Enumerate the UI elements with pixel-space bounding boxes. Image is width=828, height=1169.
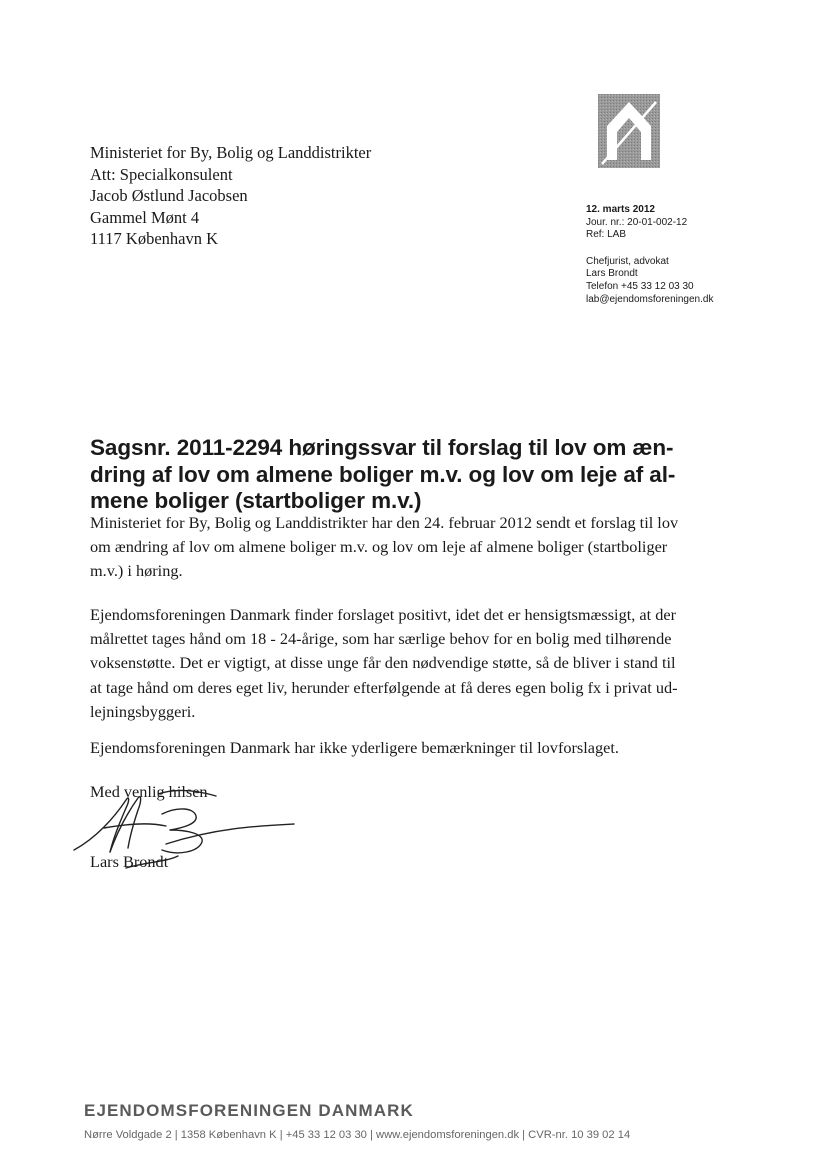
recipient-line: Att: Specialkonsulent — [90, 164, 233, 184]
heading-line: mene boliger (startboliger m.v.) — [90, 488, 422, 513]
text-line: m.v.) i høring. — [90, 561, 183, 581]
contact-phone: Telefon +45 33 12 03 30 — [586, 280, 694, 292]
text-line: at tage hånd om deres eget liv, herunder efterfølgende at få deres egen bolig fx i privat ud- — [90, 677, 678, 697]
contact-email: lab@ejendomsforeningen.dk — [586, 293, 714, 305]
recipient-address — [90, 142, 371, 250]
letter-meta — [586, 204, 713, 306]
text-line: Ejendomsforeningen Danmark finder forslaget positivt, idet det er hensigtsmæssigt, at der — [90, 605, 676, 624]
recipient-line: Gammel Mønt 4 — [90, 207, 200, 227]
contact-name: Lars Brondt — [586, 268, 638, 280]
letter-date: 12. marts 2012 — [586, 204, 655, 215]
text-line: voksenstøtte. Det er vigtigt, at disse unge får den nødvendige støtte, så de bliver i stand til — [90, 653, 676, 673]
journal-number: Jour. nr.: 20-01-002-12 — [586, 216, 688, 228]
closing-greeting: Med venlig hilsen — [90, 782, 208, 801]
reference: Ref: LAB — [586, 229, 627, 241]
text-line: Ministeriet for By, Bolig og Landdistrikter har den 24. februar 2012 sendt et forslag til lov — [90, 513, 679, 532]
heading-line: Sagsnr. 2011-2294 høringssvar til forslag til lov om æn- — [90, 435, 674, 460]
recipient-line: Ministeriet for By, Bolig og Landdistrikter — [90, 143, 372, 162]
paragraph-3 — [90, 736, 619, 760]
paragraph-2 — [90, 603, 678, 724]
text-line: målrettet tages hånd om 18 - 24-årige, som har særlige behov for en bolig med tilhørende — [90, 629, 672, 649]
footer-contact-info: Nørre Voldgade 2 | 1358 København K | +45 33 12 03 30 | www.ejendomsforeningen.dk | CVR-nr. 10 39 02 14 — [84, 1129, 631, 1141]
organization-logo-icon — [598, 94, 660, 168]
letter-heading — [90, 435, 710, 515]
recipient-line: Jacob Østlund Jacobsen — [90, 186, 248, 205]
footer-organization-name: EJENDOMSFORENINGEN DANMARK — [84, 1101, 414, 1120]
text-line: Ejendomsforeningen Danmark har ikke yderligere bemærkninger til lovforslaget. — [90, 738, 619, 757]
paragraph-1 — [90, 511, 678, 584]
text-line: lejningsbyggeri. — [90, 701, 196, 721]
contact-title: Chefjurist, advokat — [586, 255, 669, 267]
heading-line: dring af lov om almene boliger m.v. og lov om leje af al- — [90, 461, 676, 487]
text-line: om ændring af lov om almene boliger m.v. og lov om leje af almene boliger (startboliger — [90, 537, 668, 557]
recipient-line: 1117 København K — [90, 229, 219, 248]
signer-name: Lars Brondt — [90, 852, 169, 871]
